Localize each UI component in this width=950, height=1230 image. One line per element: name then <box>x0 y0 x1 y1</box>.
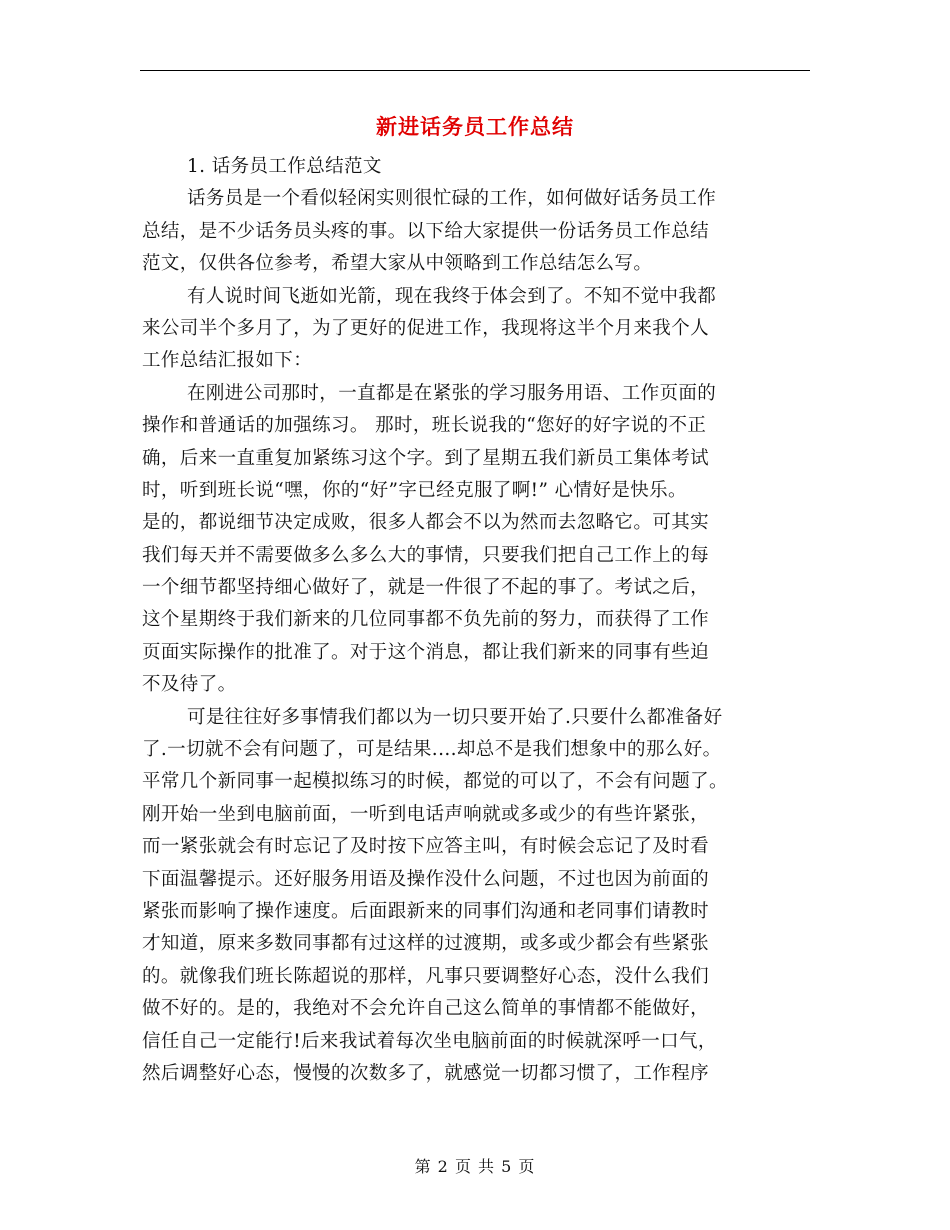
body-line: 来公司半个多月了，为了更好的促进工作，我现将这半个月来我个人 <box>142 317 710 339</box>
body-line: 信任自己一定能行!后来我试着每次坐电脑前面的时候就深呼一口气， <box>142 1030 717 1052</box>
body-line: 我们每天并不需要做多么多么大的事情，只要我们把自己工作上的每 <box>142 544 710 566</box>
body-line: 才知道，原来多数同事都有过这样的过渡期，或多或少都会有些紧张 <box>142 933 710 955</box>
body-line: 然后调整好心态，慢慢的次数多了，就感觉一切都习惯了，工作程序 <box>142 1062 710 1084</box>
body-line: 页面实际操作的批准了。对于这个消息，都让我们新来的同事有些迫 <box>142 641 710 663</box>
body-line: 范文，仅供各位参考，希望大家从中领略到工作总结怎么写。 <box>142 253 653 275</box>
body-line: 工作总结汇报如下： <box>142 350 313 372</box>
body-line: 有人说时间飞逝如光箭，现在我终于体会到了。不知不觉中我都 <box>187 285 717 307</box>
body-line: 紧张而影响了操作速度。后面跟新来的同事们沟通和老同事们请教时 <box>142 900 710 922</box>
body-line: 话务员是一个看似轻闲实则很忙碌的工作，如何做好话务员工作 <box>187 188 717 210</box>
body-line: 时，听到班长说“嘿，你的“好”字已经克服了啊!” 心情好是快乐。 <box>142 479 687 501</box>
body-line: 了.一切就不会有问题了，可是结果....却总不是我们想象中的那么好。 <box>142 739 722 761</box>
body-line: 是的，都说细节决定成败，很多人都会不以为然而去忽略它。可其实 <box>142 512 710 534</box>
body-line: 这个星期终于我们新来的几位同事都不负先前的努力，而获得了工作 <box>142 609 710 631</box>
body-line: 平常几个新同事一起模拟练习的时候，都觉的可以了，不会有问题了。 <box>142 771 728 793</box>
body-line: 可是往往好多事情我们都以为一切只要开始了.只要什么都准备好 <box>187 706 723 728</box>
body-line: 而一紧张就会有时忘记了及时按下应答主叫，有时候会忘记了及时看 <box>142 836 710 858</box>
body-line: 确，后来一直重复加紧练习这个字。到了星期五我们新员工集体考试 <box>142 447 710 469</box>
body-line: 的。就像我们班长陈超说的那样，凡事只要调整好心态，没什么我们 <box>142 965 710 987</box>
header-rule <box>140 70 810 71</box>
body-line: 操作和普通话的加强练习。 那时，班长说我的“您好的好字说的不正 <box>142 415 707 437</box>
body-line: 不及待了。 <box>142 674 237 696</box>
section-heading: 1. 话务员工作总结范文 <box>187 156 382 177</box>
document-title: 新进话务员工作总结 <box>376 114 574 139</box>
document-body <box>142 151 812 1090</box>
body-line: 做不好的。是的，我绝对不会允许自己这么简单的事情都不能做好， <box>142 998 710 1020</box>
body-line: 一个细节都坚持细心做好了，就是一件很了不起的事了。考试之后， <box>142 577 710 599</box>
page-number: 第 2 页 共 5 页 <box>414 1157 536 1176</box>
body-line: 刚开始一坐到电脑前面，一听到电话声响就或多或少的有些许紧张， <box>142 803 710 825</box>
body-line: 下面温馨提示。还好服务用语及操作没什么问题，不过也因为前面的 <box>142 868 710 890</box>
body-line: 在刚进公司那时，一直都是在紧张的学习服务用语、工作页面的 <box>187 382 717 404</box>
body-line: 总结，是不少话务员头疼的事。以下给大家提供一份话务员工作总结 <box>142 220 710 242</box>
